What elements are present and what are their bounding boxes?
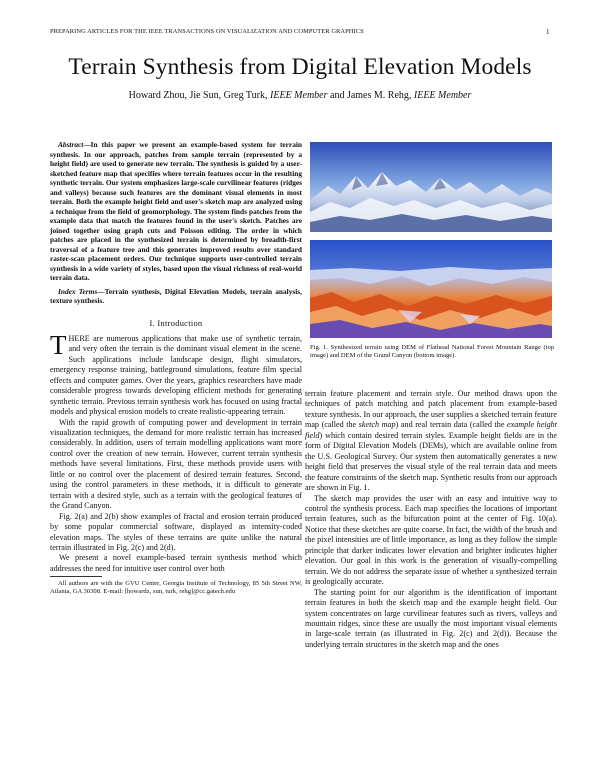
figure-1-top-mountain-render	[310, 142, 552, 232]
right-p1-c: ) which contain desired terrain styles. Example height fields are in the form of Digital Elevation Models (DEMs), which are available online from the U.S. Geological Survey. Our system then automatically generates a new height field that preserves the visual style of the real terrain data and meets the feature constraints of the sketch map. Synthetic results from our approach are shown in Fig. 1.	[305, 430, 557, 493]
page-number: 1	[546, 28, 550, 36]
index-terms	[50, 287, 302, 306]
figure-1	[310, 142, 552, 338]
intro-paragraph-1	[50, 329, 302, 418]
footnote-rule	[50, 576, 102, 577]
right-p1-b: ) and real terrain data (called the	[395, 420, 508, 430]
term-sketch-map: sketch map	[358, 420, 396, 430]
index-terms-text: —Terrain synthesis, Digital Elevation Models, terrain analysis, texture synthesis.	[50, 286, 302, 305]
section-heading-introduction: I. Introduction	[149, 318, 203, 328]
abstract-label: Abstract	[58, 140, 84, 149]
author-line	[0, 90, 600, 101]
running-head: PREPARING ARTICLES FOR THE IEEE TRANSACTIONS ON VISUALIZATION AND COMPUTER GRAPHICS	[50, 28, 364, 35]
right-paragraph-3: The starting point for our algorithm is the identification of important terrain features in both the sketch map and the example height field. Our system concentrates on large curvilinear features such as rivers, valleys and mountain ridges, since these are usually the most important visual elements in large-scale terrain (as illustrated in Fig. 2(c) and 2(d)). Because the underlying terrain structures in the sketch map and the ones	[305, 587, 557, 649]
term-example-height-field: example height field	[305, 420, 557, 440]
intro-paragraph-4: We present a novel example-based terrain synthesis method which addresses the need for intuitive user control over both	[50, 553, 302, 573]
authors-and: and James M. Rehg,	[327, 90, 412, 101]
right-paragraph-1	[305, 389, 557, 494]
member-label-2: IEEE Member	[413, 90, 472, 101]
drop-cap: T	[50, 329, 67, 360]
index-terms-label: Index Terms	[58, 286, 98, 296]
paper-title: Terrain Synthesis from Digital Elevation Models	[68, 54, 532, 80]
member-label-1: IEEE Member	[270, 90, 328, 101]
right-paragraph-2: The sketch map provides the user with an easy and intuitive way to control the synthesis process. Each map specifies the locations of important terrain features, such as the bifurcation point at the center of Fig. 10(a). Notice that these sketches are quite coarse. In fact, the width of the brush and the pixel intensities are of little importance, as long as they follow the simple principle that darker indicates lower elevation and brighter indicates higher elevation. Our goal in this work is the generation of visually-compelling terrain. We do not address the separate issue of whether a synthesized terrain is geologically accurate.	[305, 493, 557, 587]
abstract-text: —In this paper we present an example-based system for terrain synthesis. In our approach, patches from sample terrain (represented by a height field) are used to generate new terrain. The synthesis is guided by a user-sketched feature map that specifies where terrain features occur in the resulting synthetic terrain. Our system emphasizes large-scale curvilinear features (ridges and valleys) because such features are the dominant visual elements in most terrain. Both the example height field and user's sketch map are analyzed using a technique from the field of geomorphology. The system finds patches from the example data that match the features found in the user's sketch. Patches are joined together using graph cuts and Poisson editing. The order in which patches are placed in the synthesized terrain is determined by breadth-first traversal of a feature tree and this generates improved results over standard raster-scan placement orders. Our technique supports user-controlled terrain synthesis in a wide variety of styles, based upon the visual richness of real-world terrain data.	[50, 140, 302, 282]
right-column	[305, 389, 557, 650]
left-column	[50, 140, 302, 597]
authors-names: Howard Zhou, Jie Sun, Greg Turk,	[128, 90, 268, 101]
right-p1-a: terrain feature placement and terrain style. Our method draws upon the techniques of patch matching and patch placement from example-based texture synthesis. In our approach, the user supplies a sketched terrain feature map (called the	[305, 389, 558, 430]
intro-paragraph-3: Fig. 2(a) and 2(b) show examples of fractal and erosion terrain produced by some popular commercial software, displayed as intensity-coded elevation maps. The styles of these terrains are quite unlike the natural terrain illustrated in Fig. 2(c) and 2(d).	[50, 511, 302, 553]
author-footnote: All authors are with the GVU Center, Georgia Institute of Technology, 85 5th Street NW, Atlanta, GA 30308. E-mail: [howardz, sun, turk, rehg]@cc.gatech.edu	[50, 580, 302, 596]
abstract	[50, 140, 302, 283]
figure-1-caption: Fig. 1. Synthesized terrain using DEM of Flathead National Forest Mountain Range (top image) and DEM of the Grand Canyon (bottom image).	[310, 344, 554, 360]
intro-p1-text: HERE are numerous applications that make use of synthetic terrain, and very often the terrain is the dominant visual element in the scene. Such applications include landscape design, flight simulators, emergency response training, battleground simulations, feature film special effects and computer games. Over the years, graphics researchers have made considerable progress towards developing efficient methods for generating synthetic terrain. Previous terrain synthesis work has focused on using fractal models and physical erosion models to create realistic-appearing terrain.	[50, 333, 302, 417]
figure-1-bottom-canyon-render	[310, 240, 552, 338]
intro-paragraph-2: With the rapid growth of computing power and development in terrain visualization techniques, the demand for more realistic terrain has increased considerably. In addition, users of terrain modelling applications want more control over the creation of new terrain. However, current terrain synthesis methods have several limitations. First, these methods provide users with little or no control over the placement of desired terrain features. Second, using the control parameters in these methods, it is difficult to generate terrain with a desired style, such as a terrain with the geological features of the Grand Canyon.	[50, 417, 302, 511]
